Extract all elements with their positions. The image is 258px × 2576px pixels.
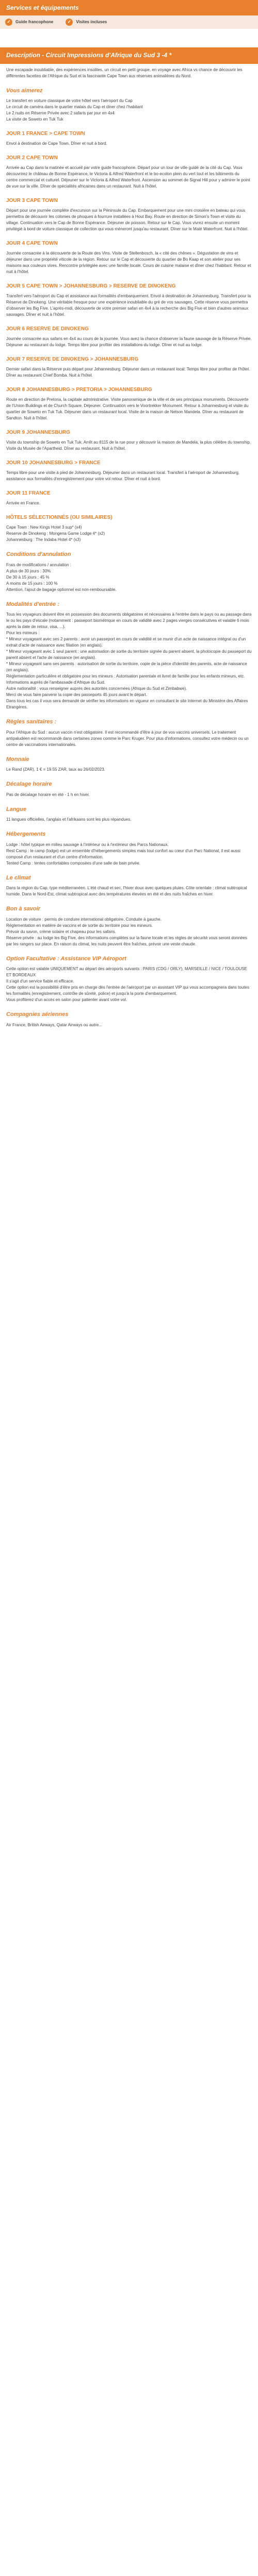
section-body: Transfert vers l'aéroport du Cap et assistance aux formalités d'embarquement. Envol à destination de Johannesburg. Transfert pour la Réserve de Dinokeng. Une véritable fresque pour une expérience inoubliable du gré de vos sauvages. Cette réserve vous permettra d'observer les Big Five. L'après-midi, découverte de votre premier safari en 4x4 à la recherche des Big Five et bien d'autres animaux sauvages. Dîner et nuit à l'hôtel. xyxy=(6,294,251,317)
section-heading: JOUR 4 CAPE TOWN xyxy=(6,241,58,247)
section-body: Temps libre pour une visite à pied de Johannesburg. Déjeuner dans un restaurant local. Transfert à l'aéroport de Johannesburg, assistance aux formalités d'enregistrement pour votre vol retour. Dîner et nuit à bord. xyxy=(6,470,240,482)
guide-pill xyxy=(5,19,53,26)
section-heading: Vous aimerez xyxy=(6,87,43,94)
section-heading: JOUR 11 FRANCE xyxy=(6,490,51,497)
section-body: Cette option est valable UNIQUEMENT au départ des aéroports suivants : PARIS (CDG / ORLY), MARSEILLE / NICE / TOULOUSE ET BORDEAUX Il s'agit d'un service fiable et efficace. Cette option est la possibilité d'être pris en charge dès l'entrée de l'aéroport par un assistant VIP qui vous accompagnera dans toutes les formalités (enregistrement, contrôle de sûreté, police) et jusqu'à la porte d'embarquement. Vous profiterez d'un accès en salon pour patienter avant votre vol. xyxy=(6,967,249,1003)
section-body: Le transfert en voiture classique de votre hôtel vers l'aéroport du Cap Le circuit de caméra dans le quartier malais du Cap et diner chez l'habitant Le 2 nuits en Réserve Privée avec 2 safaris par jour en 4x4 La visite de Soweto en Tuk Tuk xyxy=(6,98,143,122)
section-heading: JOUR 9 JOHANNESBURG xyxy=(6,430,70,436)
section-heading: JOUR 10 JOHANNESBURG > FRANCE xyxy=(6,460,101,466)
section-heading: JOUR 6 RESERVE DE DINOKENG xyxy=(6,326,89,332)
guide-icon: ✓ xyxy=(5,19,12,26)
section-heading: Hébergements xyxy=(6,831,46,838)
section-body: Journée consacrée à la découverte de la Route des Vins. Visite de Stellenbosch, la « cité des chênes ». Dégustation de vins et déjeuner dans une propriété viticole de la région. Retour sur le Cap et découverte du quartier de Bo Kaap et son atelier pour ses maisons aux couleurs vives. Rencontre privilégiée avec une famille locale. Cours de cuisine malaise et dîner chez l'habitant. Retour et nuit à l'hôtel. xyxy=(6,251,251,275)
services-title: Services et équipements xyxy=(6,4,79,11)
section-heading: JOUR 3 CAPE TOWN xyxy=(6,198,58,204)
section-heading: JOUR 7 RESERVE DE DINOKENG > JOHANNESBURG xyxy=(6,357,139,363)
section-heading: Règles sanitaires : xyxy=(6,719,57,725)
section-heading: Le climat xyxy=(6,874,31,881)
visits-pill xyxy=(66,19,107,26)
section-heading: Décalage horaire xyxy=(6,781,52,788)
description-content xyxy=(0,64,258,1038)
section-body: Arrivée en France. xyxy=(6,501,40,506)
intro-text: Une escapade inoubliable, des expériences insolites, un circuit en petit groupe, en voyage avec Africa vs chance de découvrir les différentes facettes de l'Afrique du Sud et la fascinante Cape Town aux réserves animalières du Nord. xyxy=(6,67,243,78)
section-body: Journée consacrée aux safaris en 4x4 au cours de la journée. Vous avez la chance d'observer la faune sauvage de la Réserve Privée. Déjeuner au restaurant du lodge. Temps libre pour profiter des installations du lodge. Dîner et nuit au lodge. xyxy=(6,336,252,348)
section-heading: JOUR 5 CAPE TOWN > JOHANNESBURG > RESERVE DE DINOKENG xyxy=(6,283,176,290)
visits-label: Visites incluses xyxy=(76,20,107,24)
section-heading: Compagnies aériennes xyxy=(6,1011,69,1018)
section-body: Dans la région du Cap, type méditerranéen. L'été chaud et sec, l'hiver doux avec quelques pluies. Côte orientale : climat subtropical humide. Dans le Nord-Est, climat subtropical avec des températures élevées en été et des nuits fraîches en hiver. xyxy=(6,886,247,897)
section-body: Tous les voyageurs doivent être en possession des documents obligatoires et nécessaires à l'entrée dans le pays ou au passage dans le ou les pays d'escale (notamment : passeport biométrique en cours de validité avec 2 pages vierges consécutives et valable 6 mois après la date de retour, visa, ...). Pour les mineurs : * Mineur voyageant avec ses 2 parents : avoir un passeport en cours de validité et se munir d'un acte de naissance intégral ou d'un extrait d'acte de naissance avec filiation (en anglais). * Mineur voyageant avec 1 seul parent : une autorisation de sortie du territoire signée du parent absent, la photocopie du passeport du parent absent et l'acte de naissance (en anglais). * Mineur voyageant sans ses parents : autorisation de sortie du territoire, copie de la pièce d'identité des parents, acte de naissance (en anglais). Réglementation particulière et obligatoire pour les mineurs : Autorisation parentale et livret de famille pour les enfants mineurs, etc. Informations auprès de l'ambassade d'Afrique du Sud. Autre nationalité : vous renseigner auprès des autorités concernées (Afrique du Sud et Zimbabwe). Merci de vous faire parvenir la copie des passeports 45 jours avant le départ. Dans tous les cas il vous sera demandé de vérifier les informations en vigueur en consultant le site Internet du Ministère des Affaires Etrangères. xyxy=(6,612,252,710)
section-body: Envol à destination de Cape Town. Dîner et nuit à bord. xyxy=(6,141,107,146)
description-title: Description - Circuit Impressions d'Afrique du Sud 3 -4 * xyxy=(0,47,258,64)
page xyxy=(0,0,258,1038)
section-body: Frais de modifications / annulation : A plus de 30 jours : 30% De 30 à 15 jours : 45 % A moins de 15 jours : 100 % Attention, l'ajout de bagage optionnel est non-remboursable. xyxy=(6,562,117,592)
section-body: Départ pour une journée complète d'excursion sur la Péninsule du Cap. Embarquement pour une mini croisière en bateau qui vous permettra de découvrir les colonies de phoques à fourrure installées à Hout Bay. Route en direction de Simon's Town et visite du village. Continuation vers le Cap de Bonne Espérance. Déjeuner de poisson. Retour sur le Cap. Vous vivrez ensuite un moment privilégié à bord de voiture classique de collection qui vous mèneront jusqu'au restaurant. Dîner sur le Malé Waterfront. Nuit à l'hôtel. xyxy=(6,208,249,232)
section-heading: JOUR 1 FRANCE > CAPE TOWN xyxy=(6,131,85,137)
section-body: Dernier safari dans la Réserve puis départ pour Johannesburg. Déjeuner dans un restaurant local. Temps libre pour profiter de l'hôtel. Dîner au restaurant Chief Bomba. Nuit à l'hôtel. xyxy=(6,367,250,378)
sections-container xyxy=(6,87,252,1028)
visits-icon: ✓ xyxy=(66,19,73,26)
section-body: Route en direction de Pretoria, la capitale administrative. Visite panoramique de la ville et de ses principaux monuments. Découverte de l'Union Buildings et de Church Square. Déjeuner. Continuation vers le Voortrekker Monument. Retour à Johannesburg et visite du quartier de Soweto en Tuk Tuk. Déjeuner dans un restaurant local. Visite de la maison de Nelson Mandela. Dîner au restaurant de Sandton. Nuit à l'hôtel. xyxy=(6,397,249,421)
section-heading: Conditions d'annulation xyxy=(6,551,71,558)
section-heading: JOUR 2 CAPE TOWN xyxy=(6,155,58,161)
section-heading: HÔTELS SÉLECTIONNÉS (OU SIMILAIRES) xyxy=(6,515,112,521)
section-heading: Langue xyxy=(6,806,27,812)
section-heading: Option Facultative : Assistance VIP Aéroport xyxy=(6,955,126,962)
section-heading: Modalités d'entrée : xyxy=(6,601,59,607)
section-body: Location de voiture : permis de conduire international obligatoire. Conduite à gauche. Réglementation en matière de vaccins et de sortie du territoire pour les mineurs. Prévoir du savon, crème solaire et chapeau pour les safaris. Réserve privée : au lodge les Big Five, des informations complètes sur la faune locale et les règles de sécurité vous seront données par les rangers sur place. En raison du climat, les nuits peuvent être fraîches, prévoir une veste chaude. xyxy=(6,917,247,946)
section-body: Lodge : hôtel typique en milieu sauvage à l'intérieur ou à l'extérieur des Parcs Nationaux. Rest Camp : le camp (lodge) est un ensemble d'hébergements simples mais tout confort au cœur d'un Parc National, il est aussi composé d'un restaurant et d'un centre d'information. Tented Camp : tentes confortables composées d'une salle de bain privée. xyxy=(6,842,240,866)
section-body: 11 langues officielles, l'anglais et l'afrikaans sont les plus répandues. xyxy=(6,817,132,822)
section-body: Le Rand (ZAR), 1 € = 19.55 ZAR, taux au 26/02/2023. xyxy=(6,767,105,772)
section-heading: Bon à savoir xyxy=(6,906,41,912)
section-body: Pour l'Afrique du Sud : aucun vaccin n'est obligatoire. Il est recommandé d'être à jour de vos vaccins universels. Le traitement antipaludéen est recommandé dans certaines zones comme le Parc Kruger. Pour plus d'informations, consultez votre médecin ou un centre de vaccinations internationales. xyxy=(6,730,249,747)
section-body: Visite du township de Soweto en Tuk Tuk. Arrêt au 8115 de la rue pour y découvrir la maison de Mandela, la plus célèbre du township. Visite du Musée de l'Apartheid. Dîner au restaurant. Nuit à l'hôtel. xyxy=(6,440,251,451)
guide-label: Guide francophone xyxy=(15,20,54,24)
section-heading: Monnaie xyxy=(6,756,29,762)
section-body: Cape Town : New Kings Hotel 3 sup* (x4) Reserve de Dinokeng : Mongena Game Lodge 4* (x2) Johannesburg : The Indaba Hotel 4* (x3) xyxy=(6,525,105,543)
services-band xyxy=(0,0,258,15)
section-body: Air France, British Airways, Qatar Airways ou autre... xyxy=(6,1022,102,1027)
services-row xyxy=(0,15,258,29)
section-body: Pas de décalage horaire en été - 1 h en hiver. xyxy=(6,792,90,797)
section-body: Arrivée au Cap dans la matinée et accueil par votre guide francophone. Départ pour un tour de ville guidé de la cité du Cap. Vous découvrirez le château de Bonne Espérance, le Victoria & Alfred Waterfront et le bo-ecolon plein du vert tout et les bâtiments du centre commercial et culturel. Déjeuner sur le Victoria & Alfred Waterfront. Ascension au sommet de Signal Hill pour y admirer le point de vue sur la ville. Dîner de spécialités africaines dans un restaurant. Nuit à l'hôtel. xyxy=(6,165,250,189)
section-heading: JOUR 8 JOHANNESBURG > PRETORIA > JOHANNESBURG xyxy=(6,387,152,393)
